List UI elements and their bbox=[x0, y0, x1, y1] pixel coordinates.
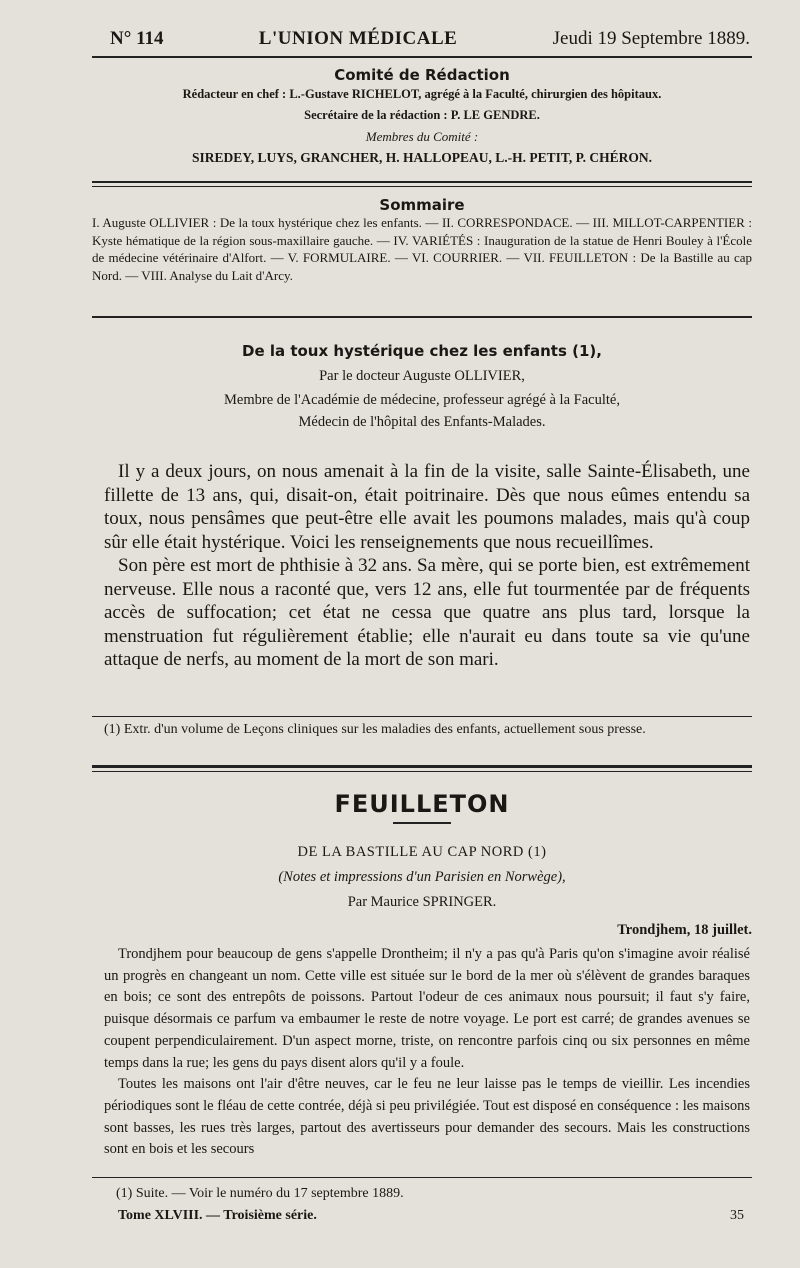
feuilleton-footnote-rule bbox=[92, 1177, 752, 1178]
feuilleton-title: DE LA BASTILLE AU CAP NORD (1) bbox=[297, 844, 547, 860]
members-names: SIREDEY, LUYS, GRANCHER, H. HALLOPEAU, L.-H. PETIT, P. CHÉRON. bbox=[191, 150, 653, 165]
feuilleton-header bbox=[92, 790, 752, 914]
committee-rule-1 bbox=[92, 181, 752, 183]
members-heading: Membres du Comité : bbox=[365, 129, 479, 144]
article-affiliation-2: Médecin de l'hôpital des Enfants-Malades. bbox=[298, 414, 546, 430]
article-header bbox=[92, 342, 752, 433]
feuilleton-footnote: (1) Suite. — Voir le numéro du 17 septembre 1889. bbox=[116, 1186, 404, 1201]
secretary-line: Secrétaire de la rédaction : P. LE GENDRE. bbox=[304, 108, 540, 122]
feuilleton-body bbox=[104, 944, 750, 1161]
article-paragraph: Il y a deux jours, on nous amenait à la fin de la visite, salle Sainte-Élisabeth, une fillette de 13 ans, qui, disait-on, était poitrinaire. Dès que nous eûmes entendu sa toux, nous pensâmes que peut-être elle avait les poumons malades, mais qu'à coup sûr elle était hystérique. Voici les renseignements que nous recueillîmes. bbox=[104, 461, 750, 553]
issue-number: N° 114 bbox=[110, 28, 164, 49]
feuilleton-rule-2 bbox=[92, 771, 752, 772]
feuilleton-rule-1 bbox=[92, 765, 752, 768]
summary-text: I. Auguste OLLIVIER : De la toux hystérique chez les enfants. — II. CORRESPONDACE. — III. MILLOT-CARPENTIER : Kyste hématique de la région sous-maxillaire gauche. — IV. VARIÉTÉS : Inauguration de la statue de Henri Bouley à l'École de médecine vétérinaire d'Alfort. — V. FORMULAIRE. — VI. COURRIER. — VII. FEUILLETON : De la Bastille au cap Nord. — VIII. Analyse du Lait d'Arcy. bbox=[92, 215, 752, 283]
article-paragraph: Son père est mort de phthisie à 32 ans. Sa mère, qui se porte bien, est extrêmement nerveuse. Elle nous a raconté que, vers 12 ans, elle fut tourmentée par de fréquents accès de suffocation; cet état ne cessa que quatre ans plus tard, lorsque la menstruation fut régulièrement établie; elle n'aurait eu dans toute sa vie qu'une attaque de nerfs, au moment de la mort de son mari. bbox=[104, 555, 750, 670]
masthead-rule bbox=[92, 56, 752, 58]
article-byline: Par le docteur Auguste OLLIVIER, bbox=[319, 368, 525, 384]
masthead bbox=[110, 28, 750, 50]
summary-block bbox=[92, 196, 752, 284]
article-footnote: (1) Extr. d'un volume de Leçons cliniques sur les maladies des enfants, actuellement sous presse. bbox=[104, 722, 646, 737]
footnote-rule bbox=[92, 716, 752, 717]
committee-block bbox=[92, 66, 752, 168]
journal-title: L'UNION MÉDICALE bbox=[258, 28, 458, 49]
article-body bbox=[104, 460, 750, 672]
issue-date: Jeudi 19 Septembre 1889. bbox=[552, 28, 750, 49]
feuilleton-paragraph: Toutes les maisons ont l'air d'être neuves, car le feu ne leur laisse pas le temps de vieillir. Les incendies périodiques sont le fléau de cette contrée, déjà si peu privilégiée. Tout est disposé en conséquence : les maisons sont basses, les rues très larges, partout des avertisseurs pour demander des secours. Mais les constructions sont en bois et les secours bbox=[104, 1076, 750, 1158]
feuilleton-paragraph: Trondjhem pour beaucoup de gens s'appelle Drontheim; il n'y a pas qu'à Paris qu'on s'imagine avoir réalisé un progrès en changeant un nom. Cette ville est située sur le bord de la mer où s'élèvent de grandes baraques en bois; ce sont des entrepôts de poissons. Partout l'odeur de ces animaux nous poursuit; il faut s'y faire, puisque désormais ce parfum va embaumer le reste de notre voyage. Le port est carré; de grandes avenues se coupent perpendiculairement. D'un aspect morne, triste, on rencontre parfois cinq ou six personnes en même temps dans la rue; les gens du pays disent alors qu'il y a foule. bbox=[104, 946, 750, 1071]
article-title: De la toux hystérique chez les enfants (1), bbox=[242, 342, 602, 360]
summary-heading: Sommaire bbox=[379, 196, 465, 214]
committee-heading: Comité de Rédaction bbox=[334, 66, 510, 84]
article-affiliation-1: Membre de l'Académie de médecine, professeur agrégé à la Faculté, bbox=[224, 392, 620, 408]
summary-rule bbox=[92, 316, 752, 318]
page-number: 35 bbox=[730, 1208, 744, 1223]
page-footer bbox=[118, 1208, 744, 1224]
feuilleton-heading: FEUILLETON bbox=[334, 790, 510, 818]
feuilleton-dateline: Trondjhem, 18 juillet. bbox=[617, 922, 752, 938]
feuilleton-subtitle: (Notes et impressions d'un Parisien en Norwège), bbox=[278, 869, 566, 885]
volume-label: Tome XLVIII. — Troisième série. bbox=[118, 1208, 317, 1223]
committee-rule-2 bbox=[92, 186, 752, 187]
editor-line: Rédacteur en chef : L.-Gustave RICHELOT, agrégé à la Faculté, chirurgien des hôpitaux. bbox=[182, 87, 662, 101]
feuilleton-heading-underline bbox=[393, 822, 451, 824]
feuilleton-byline: Par Maurice SPRINGER. bbox=[347, 894, 497, 910]
